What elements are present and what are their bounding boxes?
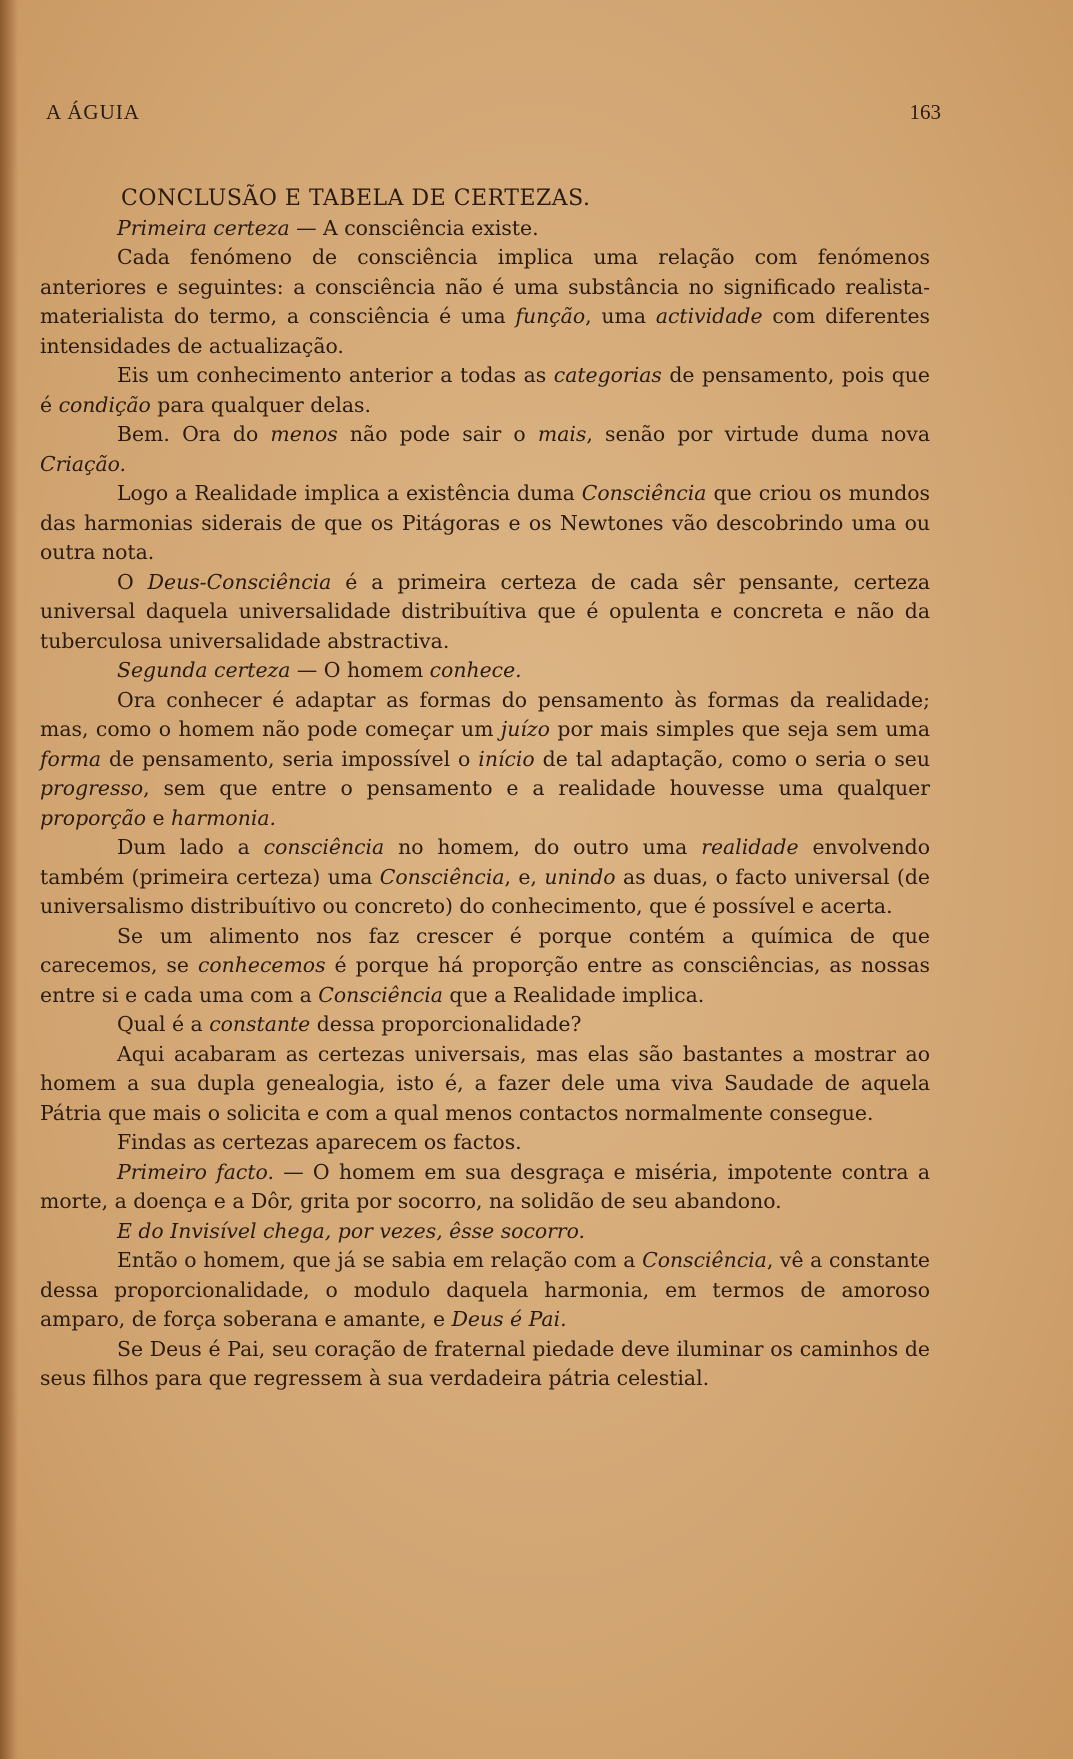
italic-run: consciência <box>263 835 385 859</box>
text-run: O <box>117 569 148 594</box>
italic-run: categorias <box>553 363 662 387</box>
text-run: Se um alimento nos faz crescer é porque contém a química de que carecemos, se <box>40 923 930 977</box>
text-run: com diferentes intensidades de actualização. <box>40 304 931 358</box>
italic-run: constante <box>209 1012 311 1036</box>
italic-run: E do Invisível chega, por vezes, êsse socorro. <box>117 1218 586 1243</box>
text-run: por mais simples que seja sem uma <box>549 717 930 741</box>
italic-run: forma <box>40 746 102 771</box>
text-run: que criou os mundos das harmonias siderais de que os Pitágoras e os Newtones vão descobrindo uma ou outra nota. <box>40 481 930 564</box>
text-run: as duas, o facto universal (de universalismo distribuítivo ou concreto) do conhecimento, que é possível e acerta. <box>40 864 930 918</box>
running-head <box>46 100 941 130</box>
italic-run: Primeiro facto. <box>117 1159 274 1184</box>
text-run: , e, <box>504 864 545 889</box>
italic-run: realidade <box>701 835 799 859</box>
paragraph <box>40 1158 930 1217</box>
text-run: , senão por virtude duma nova <box>586 422 931 446</box>
text-run: — O homem em sua desgraça e miséria, impotente contra a morte, a doença e a Dôr, grita por socorro, na solidão de seu abandono. <box>40 1159 930 1213</box>
paragraph <box>40 1128 930 1158</box>
italic-run: função <box>515 304 586 328</box>
paragraph <box>40 420 930 479</box>
paragraph <box>40 1246 930 1335</box>
paragraph <box>40 922 930 1011</box>
paragraph <box>40 656 930 686</box>
italic-run: início <box>478 746 535 771</box>
italic-run: Deus-Consciência <box>147 569 332 594</box>
italic-run: Primeira certeza <box>117 215 290 240</box>
text-run: — A consciência existe. <box>289 215 539 240</box>
text-run: é porque há proporção entre as consciências, as nossas entre si e cada uma com a <box>40 953 930 1007</box>
paragraph <box>40 1217 930 1247</box>
text-run: no homem, do outro uma <box>384 835 702 859</box>
paragraph <box>40 568 930 657</box>
text-run: e <box>146 805 172 830</box>
section-heading: CONCLUSÃO E TABELA DE CERTEZAS. <box>121 186 591 211</box>
italic-run: condição <box>58 392 151 417</box>
italic-run: Segunda certeza <box>117 658 291 682</box>
paragraph <box>40 1040 930 1129</box>
italic-run: Consciência <box>642 1248 767 1272</box>
page-number: 163 <box>909 100 941 124</box>
text-run: de pensamento, pois que é <box>40 363 930 417</box>
text-run: , uma <box>585 304 656 328</box>
paragraph <box>40 479 930 568</box>
italic-run: Deus é Pai. <box>451 1307 567 1331</box>
italic-run: conhece. <box>429 658 522 682</box>
italic-run: Criação. <box>40 451 127 476</box>
text-run: Qual é a <box>117 1012 210 1036</box>
text-run: Logo a Realidade implica a existência duma <box>117 481 582 505</box>
paragraph <box>40 243 930 361</box>
text-run: dessa proporcionalidade? <box>310 1012 582 1036</box>
text-run: de tal adaptação, como o seria o seu <box>534 746 930 771</box>
paragraph <box>40 361 930 420</box>
italic-run: conhecemos <box>197 953 326 977</box>
text-run: para qualquer delas. <box>150 392 371 417</box>
text-run: que a Realidade implica. <box>442 982 705 1007</box>
text-run: , vê a constante dessa proporcionalidade, o modulo daquela harmonia, em termos de amoroso amparo, de força soberana e amante, e <box>40 1248 930 1331</box>
italic-run: Consciência <box>318 982 443 1007</box>
italic-run: juízo <box>500 717 550 741</box>
body-text <box>40 184 930 1394</box>
text-run: Aqui acabaram as certezas universais, mas elas são bastantes a mostrar ao homem a sua dupla genealogia, isto é, a fazer dele uma viva Saudade de aquela Pátria que mais o solicita e com a qual menos contactos normalmente consegue. <box>40 1041 930 1125</box>
italic-run: proporção <box>40 805 147 830</box>
running-title: A ÁGUIA <box>46 100 140 124</box>
text-run: Dum lado a <box>117 835 264 859</box>
italic-run: menos <box>270 422 338 446</box>
italic-run: mais <box>537 422 587 446</box>
paragraphs <box>40 214 930 1394</box>
text-run: Bem. Ora do <box>117 422 271 446</box>
text-run: Ora conhecer é adaptar as formas do pensamento às formas da realidade; mas, como o homem não pode começar um <box>40 687 930 741</box>
text-run: Findas as certezas aparecem os factos. <box>117 1130 522 1154</box>
paragraph <box>40 833 930 922</box>
text-run: de pensamento, seria impossível o <box>101 746 479 771</box>
italic-run: harmonia. <box>171 805 276 830</box>
paragraph <box>40 1335 930 1394</box>
paragraph <box>40 1010 930 1040</box>
paragraph <box>40 686 930 834</box>
text-run: Cada fenómeno de consciência implica uma relação com fenómenos anteriores e seguintes: a consciência não é uma substância no significado realista-materialista do termo, a consciência é uma <box>40 245 930 328</box>
text-run: Então o homem, que já se sabia em relação com a <box>117 1248 643 1272</box>
italic-run: Consciência <box>581 481 707 505</box>
italic-run: unindo <box>544 864 616 889</box>
text-run: não pode sair o <box>337 422 538 446</box>
text-run: Se Deus é Pai, seu coração de fraternal piedade deve iluminar os caminhos de seus filhos para que regressem à sua verdadeira pátria celestial. <box>40 1336 930 1390</box>
paragraph <box>40 214 930 244</box>
italic-run: Consciência <box>379 864 505 889</box>
italic-run: progresso <box>40 776 144 800</box>
text-run: envolvendo também (primeira certeza) uma <box>40 835 931 889</box>
text-run: , sem que entre o pensamento e a realidade houvesse uma qualquer <box>143 776 930 800</box>
italic-run: actividade <box>655 304 763 328</box>
text-run: Eis um conhecimento anterior a todas as <box>117 363 554 387</box>
text-run: — O homem <box>290 658 430 682</box>
text-run: é a primeira certeza de cada sêr pensante, certeza universal daquela universalidade distribuítiva que é opulenta e concreta e não da tuberculosa universalidade abstractiva. <box>40 569 930 653</box>
